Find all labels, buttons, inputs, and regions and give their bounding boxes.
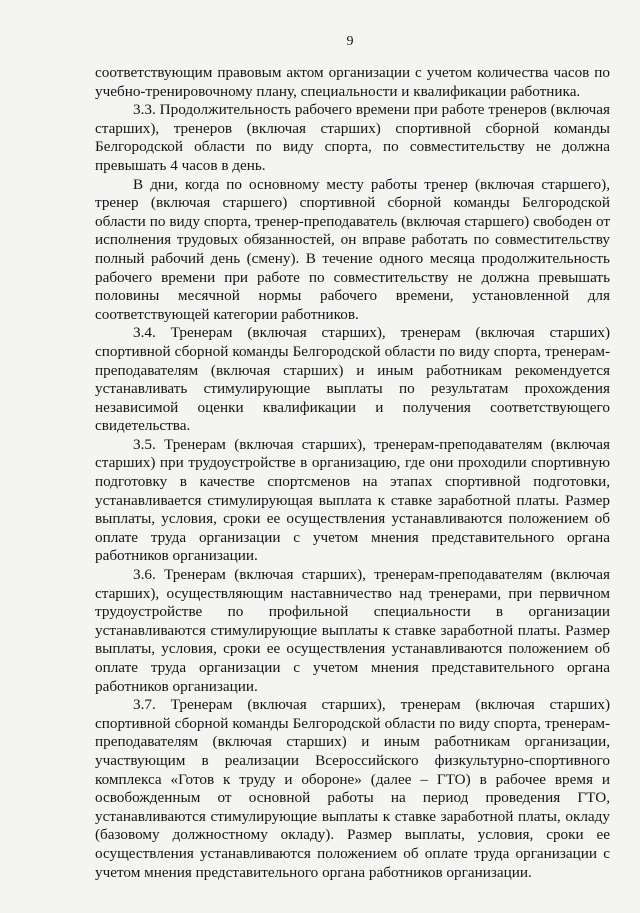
page-number: 9 [346, 34, 354, 49]
paragraph-3-3-part-2: В дни, когда по основному месту работы тренер (включая старшего), тренер (включая старшего) спортивной сборной команды Белгородской области по виду спорта, тренер-преподаватель (включая старшего) свободен от исполнения трудовых обязанностей, он вправе работать по совместительству полный рабочий день (смену). В течение одного месяца продолжительность рабочего времени при работе по совместительству не должна превышать половины месячной нормы рабочего времени, установленной для соответствующей категории работников. [95, 175, 610, 323]
paragraph-3-5: 3.5. Тренерам (включая старших), тренерам-преподавателям (включая старших) при трудоустройстве в организацию, где они проходили спортивную подготовку в качестве спортсменов на этапах спортивной подготовки, устанавливается стимулирующая выплата к ставке заработной платы. Размер выплаты, условия, сроки ее осуществления устанавливаются положением об оплате труда организации с учетом мнения представительного органа работников организации. [95, 435, 610, 565]
paragraph-3-7: 3.7. Тренерам (включая старших), тренерам (включая старших) спортивной сборной команды Белгородской области по виду спорта, тренерам-преподавателям (включая старших) и иным работникам организации, участвующим в реализации Всероссийского физкультурно-спортивного комплекса «Готов к труду и обороне» (далее – ГТО) в рабочее время и освобожденным от основной работы на период проведения ГТО, устанавливаются стимулирующие выплаты к ставке заработной платы, окладу (базовому должностному окладу). Размер выплаты, условия, сроки ее осуществления устанавливаются положением об оплате труда организации с учетом мнения представительного органа работников организации. [95, 696, 610, 881]
paragraph-3-3: 3.3. Продолжительность рабочего времени при работе тренеров (включая старших), тренеров (включая старших) спортивной сборной команды Белгородской области по виду спорта, по совместительству не должна превышать 4 часов в день. [95, 101, 610, 174]
paragraph-3-4: 3.4. Тренерам (включая старших), тренерам (включая старших) спортивной сборной команды Белгородской области по виду спорта, тренерам-преподавателям (включая старших) и иным работникам рекомендуется устанавливать стимулирующие выплаты по результатам прохождения независимой оценки квалификации и получения соответствующего свидетельства. [95, 324, 610, 435]
document-body [95, 64, 610, 882]
paragraph-3-6: 3.6. Тренерам (включая старших), тренерам-преподавателям (включая старших), осуществляющим наставничество над тренерами, при первичном трудоустройстве по профильной специальности в организации устанавливаются стимулирующие выплаты к ставке заработной платы. Размер выплаты, условия, сроки ее осуществления устанавливаются положением об оплате труда организации с учетом мнения представительного органа работников организации. [95, 566, 610, 695]
paragraph-continuation: соответствующим правовым актом организации с учетом количества часов по учебно-тренировочному плану, специальности и квалификации работника. [95, 64, 610, 100]
